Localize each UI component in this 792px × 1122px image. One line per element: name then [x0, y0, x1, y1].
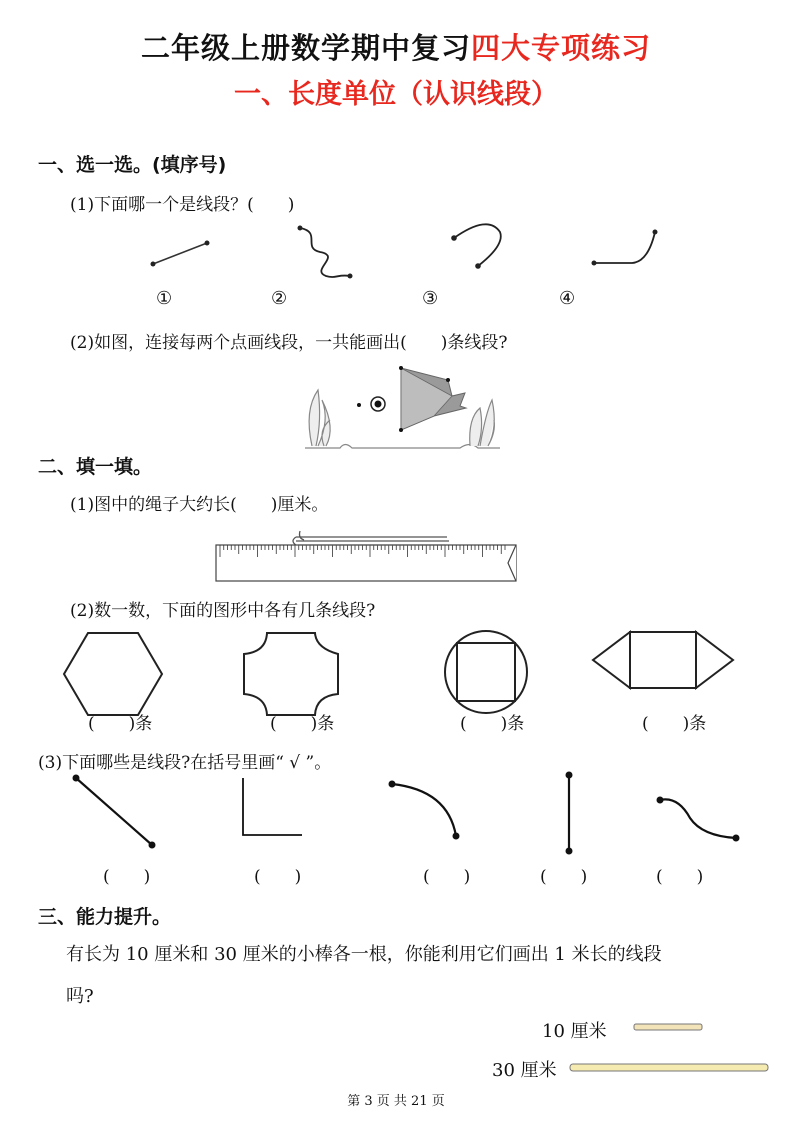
- section2-question1: (1)图中的绳子大约长( )厘米。: [70, 495, 329, 515]
- section2-question2: (2)数一数，下面的图形中各有几条线段?: [70, 601, 376, 621]
- check-figure-4-vertical: [566, 772, 573, 855]
- rectangle-with-triangles-figure: [593, 632, 733, 688]
- ruler-figure: [216, 531, 516, 581]
- stick-30cm: [570, 1064, 768, 1071]
- check-paren-4: ( ): [540, 867, 588, 887]
- section1-question1: (1)下面哪一个是线段？( ): [70, 195, 295, 215]
- hexagon-figure: [64, 633, 162, 715]
- page-number: 第 3 页 共 21 页: [347, 1094, 445, 1109]
- option-1: ①: [156, 288, 173, 309]
- fish-picture: [305, 366, 500, 448]
- section1-question2: (2)如图，连接每两个点画线段，一共能画出( )条线段?: [70, 333, 508, 353]
- option2-wavy-line-figure: [298, 226, 353, 279]
- option-2: ②: [271, 288, 288, 309]
- option1-line-figure: [151, 241, 210, 267]
- check-figure-5-curve: [657, 797, 740, 842]
- count-blank-3: ( )条: [460, 714, 525, 734]
- concave-square-figure: [244, 633, 338, 715]
- section1-heading: 一、选一选。(填序号): [38, 154, 227, 176]
- section3-text-line1: 有长为 10 厘米和 30 厘米的小棒各一根，你能利用它们画出 1 米长的线段: [66, 944, 662, 965]
- check-paren-5: ( ): [656, 867, 704, 887]
- page-subtitle: 一、长度单位（认识线段）: [234, 79, 558, 110]
- title-red: 四大专项练习: [471, 31, 652, 65]
- check-figure-2-corner: [243, 778, 302, 835]
- stick-10cm-label: 10 厘米: [542, 1021, 607, 1042]
- stick-30cm-label: 30 厘米: [492, 1060, 557, 1081]
- check-paren-3: ( ): [423, 867, 471, 887]
- count-blank-4: ( )条: [642, 714, 707, 734]
- check-paren-1: ( ): [103, 867, 151, 887]
- check-figure-1-segment: [73, 775, 156, 849]
- check-figure-3-arc: [389, 781, 460, 840]
- section3-heading: 三、能力提升。: [38, 906, 172, 928]
- square-in-circle-figure: [445, 631, 527, 713]
- option3-curve-figure: [451, 224, 501, 269]
- check-paren-2: ( ): [254, 867, 302, 887]
- option4-bent-line-figure: [592, 230, 658, 266]
- stick-10cm: [634, 1024, 702, 1030]
- option-3: ③: [422, 288, 439, 309]
- section2-heading: 二、填一填。: [38, 456, 153, 478]
- section3-text-line2: 吗?: [66, 986, 94, 1007]
- section2-question3: (3)下面哪些是线段?在括号里画“ √ ”。: [38, 753, 332, 773]
- title-black: 二年级上册数学期中复习: [140, 31, 471, 65]
- count-blank-1: ( )条: [88, 714, 153, 734]
- count-blank-2: ( )条: [270, 714, 335, 734]
- option-4: ④: [559, 288, 576, 309]
